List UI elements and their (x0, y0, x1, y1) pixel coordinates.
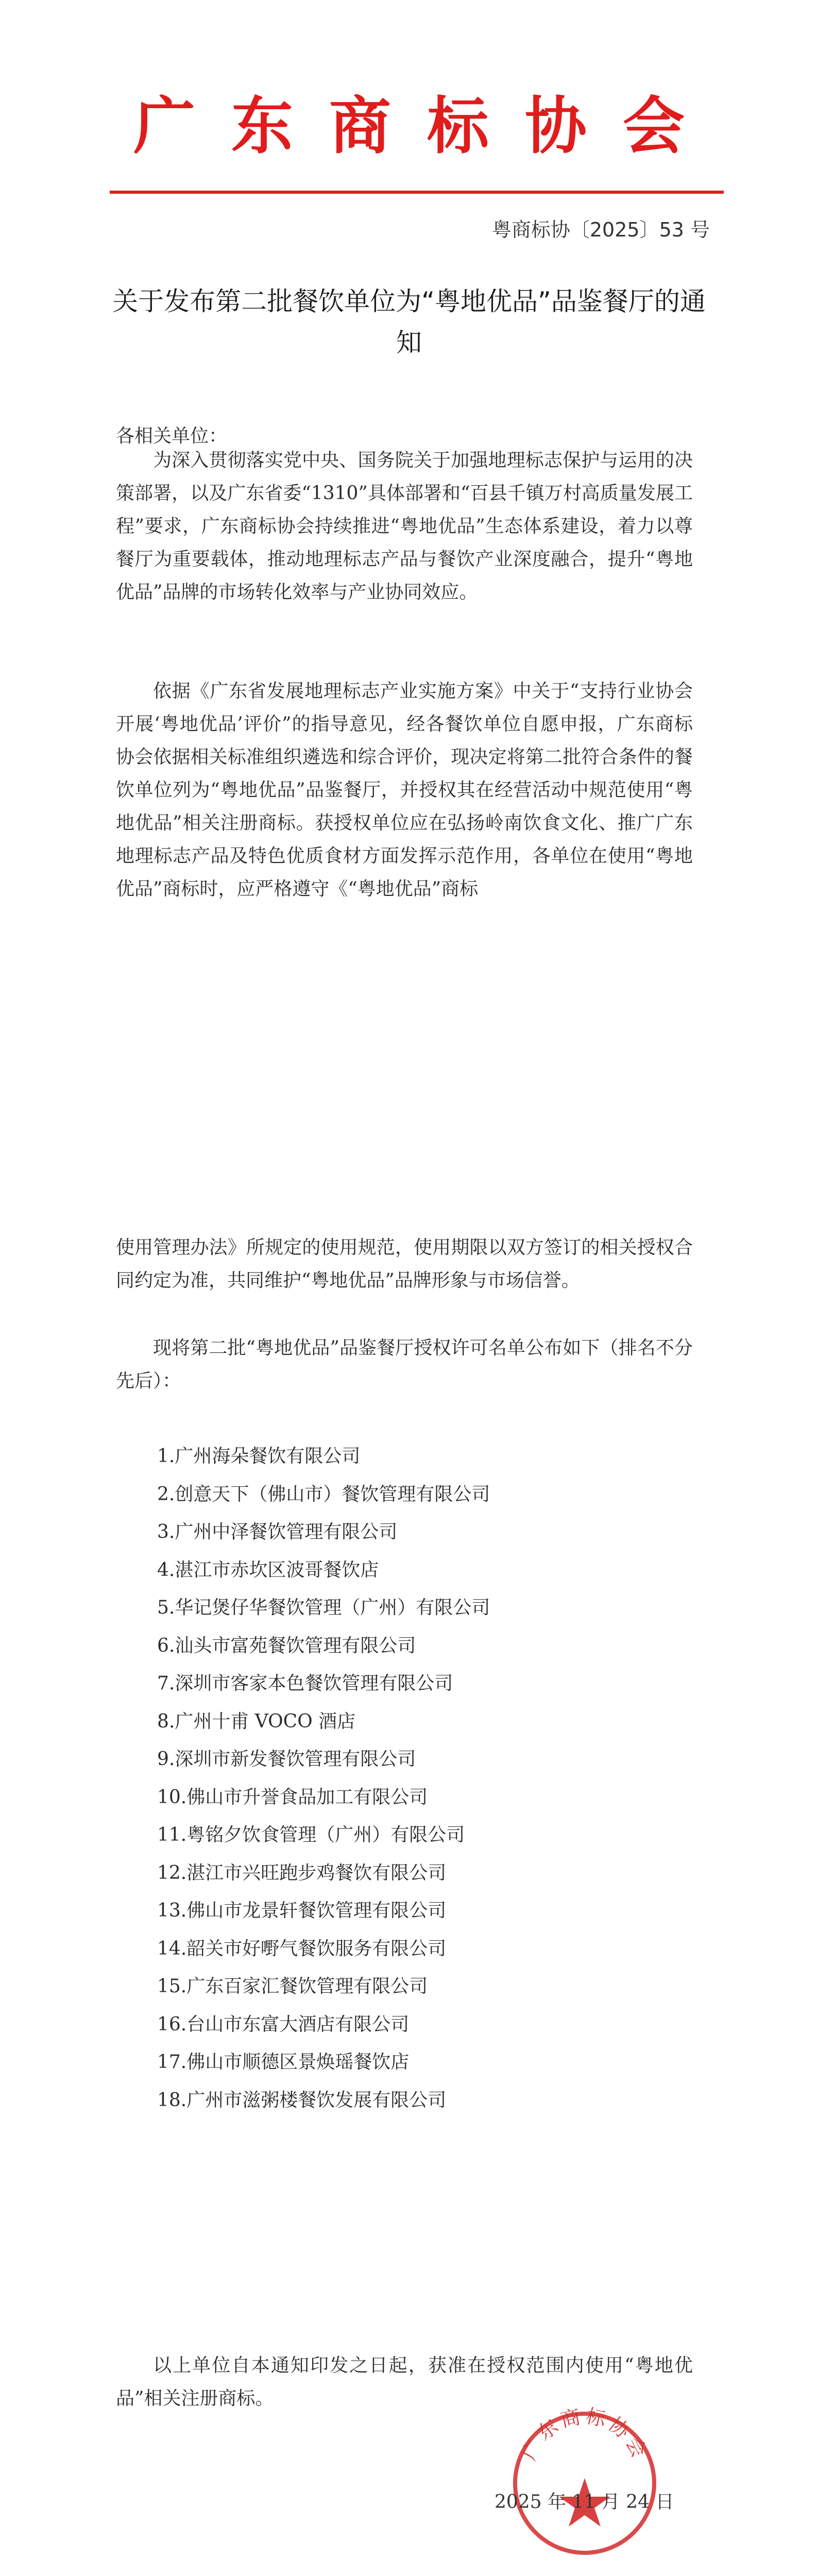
licensee-list-item: 16.台山市东富大酒店有限公司 (157, 2013, 410, 2035)
licensee-list-item: 5.华记煲仔华餐饮管理（广州）有限公司 (157, 1597, 490, 1618)
licensee-list-item: 7.深圳市客家本色餐饮管理有限公司 (157, 1673, 453, 1694)
paragraph-intro: 为深入贯彻落实党中央、国务院关于加强地理标志保护与运用的决策部署，以及广东省委“1310”具体部署和“百县千镇万村高质量发展工程”要求，广东商标协会持续推进“粤地优品”生态体系建设，着力以尊餐厅为重要载体，推动地理标志产品与餐饮产业深度融合，提升“粤地优品”品牌的市场转化效率与产业协同效应。 (116, 450, 693, 603)
salutation: 各相关单位： (116, 426, 228, 447)
document-number: 粤商标协〔2025〕53 号 (491, 218, 710, 241)
licensee-list-item: 11.粤铭夕饮食管理（广州）有限公司 (157, 1824, 465, 1845)
licensee-list-item: 13.佛山市龙景轩餐饮管理有限公司 (157, 1900, 447, 1921)
licensee-list-item: 1.广州海朵餐饮有限公司 (157, 1446, 361, 1467)
official-seal (507, 2406, 662, 2561)
licensee-list-item: 8.广州十甫 VOCO 酒店 (157, 1710, 356, 1732)
org-letterhead-title: 广东商标协会 (133, 90, 721, 162)
licensee-list-item: 10.佛山市升誉食品加工有限公司 (157, 1786, 428, 1808)
licensee-list-item: 4.湛江市赤坎区波哥餐饮店 (157, 1559, 379, 1581)
licensee-list-item: 12.湛江市兴旺跑步鸡餐饮有限公司 (157, 1862, 447, 1884)
licensee-list-item: 2.创意天下（佛山市）餐饮管理有限公司 (157, 1483, 490, 1505)
licensee-list (157, 1437, 490, 2119)
notice-title: 关于发布第二批餐饮单位为“粤地优品”品鉴餐厅的通知 (112, 286, 706, 358)
licensee-list-item: 6.汕头市富苑餐饮管理有限公司 (157, 1635, 416, 1656)
paragraph-basis: 依据《广东省发展地理标志产业实施方案》中关于“支持行业协会开展‘粤地优品’评价”的指导意见，经各餐饮单位自愿申报，广东商标协会依据相关标准组织遴选和综合评价，现决定将第二批符合条件的餐饮单位列为“粤地优品”品鉴餐厅，并授权其在经营活动中规范使用“粤地优品”相关注册商标。获授权单位应在弘扬岭南饮食文化、推广广东地理标志产品及特色优质食材方面发挥示范作用，各单位在使用“粤地优品”商标时，应严格遵守《“粤地优品”商标 (116, 681, 693, 900)
red-divider-line (110, 191, 724, 194)
seal-text: 广东商标协会 (517, 2406, 652, 2464)
paragraph-closing: 以上单位自本通知印发之日起，获准在授权范围内使用“粤地优品”相关注册商标。 (116, 2355, 693, 2409)
licensee-list-item: 18.广州市滋粥楼餐饮发展有限公司 (157, 2089, 447, 2111)
licensee-list-item: 14.韶关市好嘢气餐饮服务有限公司 (157, 1938, 447, 1959)
paragraph-list-intro: 现将第二批“粤地优品”品鉴餐厅授权许可名单公布如下（排名不分先后）： (116, 1337, 693, 1392)
licensee-list-item: 9.深圳市新发餐饮管理有限公司 (157, 1749, 416, 1770)
licensee-list-item: 15.广东百家汇餐饮管理有限公司 (157, 1976, 428, 1997)
issue-date: 2025 年 11 月 24 日 (495, 2492, 674, 2513)
paragraph-basis-continued: 使用管理办法》所规定的使用规范，使用期限以双方签订的相关授权合同约定为准，共同维护“粤地优品”品牌形象与市场信誉。 (116, 1237, 693, 1291)
licensee-list-item: 3.广州中泽餐饮管理有限公司 (157, 1521, 398, 1543)
licensee-list-item: 17.佛山市顺德区景焕瑶餐饮店 (157, 2052, 410, 2073)
